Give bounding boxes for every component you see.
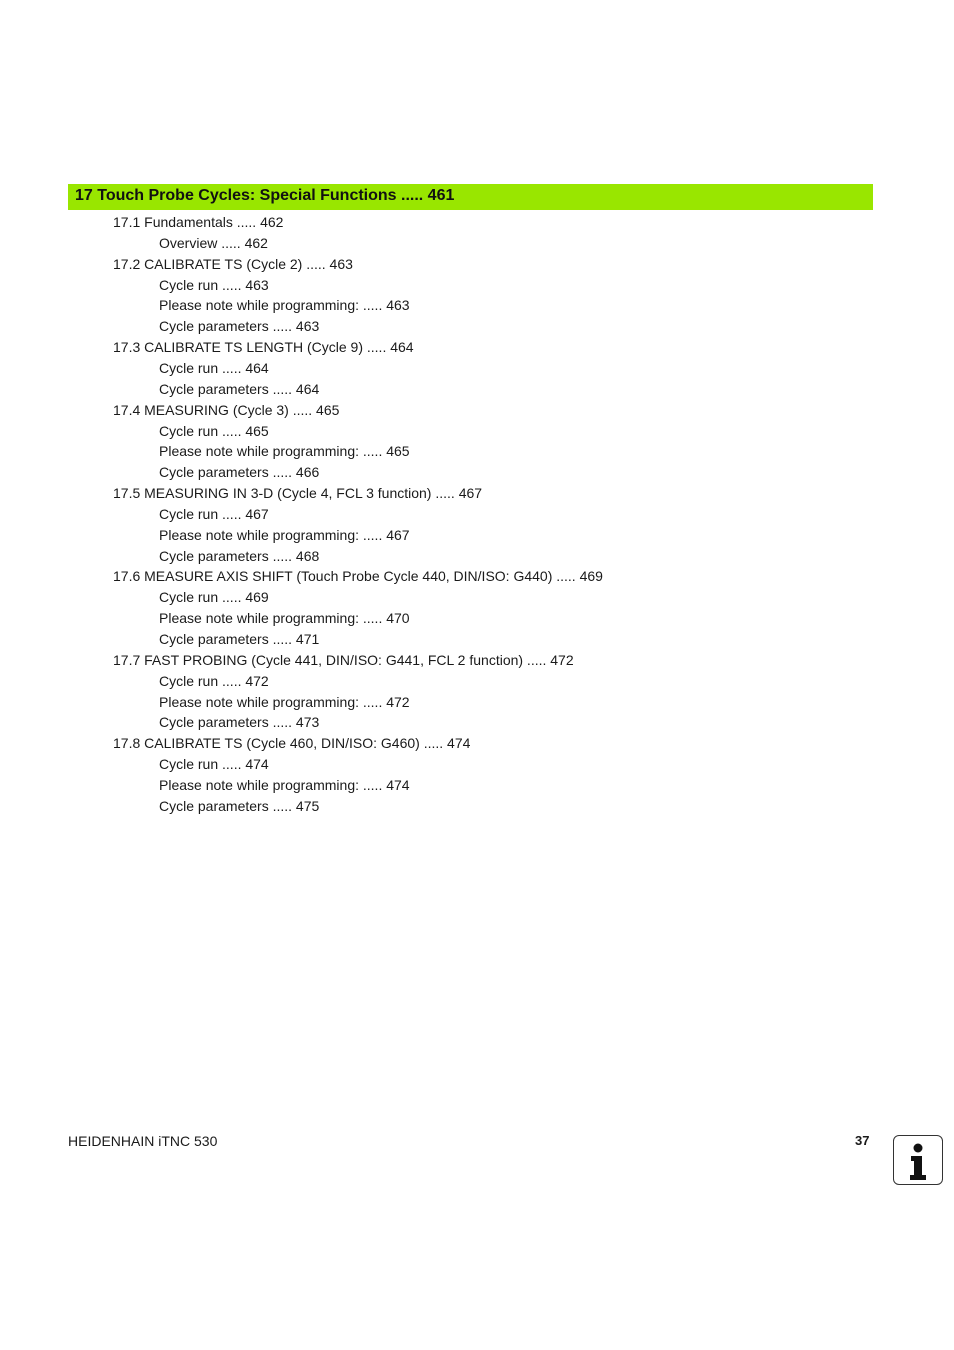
toc-subsection-entry[interactable]: Cycle run ..... 463 [159,277,269,293]
toc-subsection-entry[interactable]: Please note while programming: ..... 470 [159,610,410,626]
toc-subsection-entry[interactable]: Cycle parameters ..... 463 [159,318,320,334]
toc-subsection-entry[interactable]: Cycle parameters ..... 473 [159,714,320,730]
toc-section-entry[interactable]: 17.2 CALIBRATE TS (Cycle 2) ..... 463 [113,256,353,272]
info-icon [893,1135,943,1185]
toc-section-entry[interactable]: 17.7 FAST PROBING (Cycle 441, DIN/ISO: G441, FCL 2 function) ..... 472 [113,652,574,668]
toc-subsection-entry[interactable]: Cycle parameters ..... 475 [159,798,320,814]
toc-subsection-entry[interactable]: Please note while programming: ..... 467 [159,527,410,543]
toc-subsection-entry[interactable]: Overview ..... 462 [159,235,268,251]
chapter-heading-bar [68,184,873,210]
toc-subsection-entry[interactable]: Please note while programming: ..... 474 [159,777,410,793]
toc-section-entry[interactable]: 17.1 Fundamentals ..... 462 [113,214,284,230]
toc-section-entry[interactable]: 17.5 MEASURING IN 3-D (Cycle 4, FCL 3 function) ..... 467 [113,485,483,501]
footer-product-name: HEIDENHAIN iTNC 530 [68,1133,218,1149]
toc-section-entry[interactable]: 17.8 CALIBRATE TS (Cycle 460, DIN/ISO: G460) ..... 474 [113,735,471,751]
toc-subsection-entry[interactable]: Cycle run ..... 467 [159,506,269,522]
toc-subsection-entry[interactable]: Cycle parameters ..... 471 [159,631,320,647]
toc-subsection-entry[interactable]: Cycle parameters ..... 468 [159,548,320,564]
toc-subsection-entry[interactable]: Cycle parameters ..... 466 [159,464,320,480]
toc-subsection-entry[interactable]: Cycle run ..... 465 [159,423,269,439]
toc-subsection-entry[interactable]: Please note while programming: ..... 463 [159,297,410,313]
toc-subsection-entry[interactable]: Cycle run ..... 464 [159,360,269,376]
toc-section-entry[interactable]: 17.4 MEASURING (Cycle 3) ..... 465 [113,402,340,418]
toc-subsection-entry[interactable]: Cycle run ..... 472 [159,673,269,689]
toc-subsection-entry[interactable]: Please note while programming: ..... 472 [159,694,410,710]
chapter-title[interactable]: 17 Touch Probe Cycles: Special Functions ..... 461 [75,187,455,204]
toc-section-entry[interactable]: 17.6 MEASURE AXIS SHIFT (Touch Probe Cycle 440, DIN/ISO: G440) ..... 469 [113,568,603,584]
toc-subsection-entry[interactable]: Please note while programming: ..... 465 [159,443,410,459]
toc-subsection-entry[interactable]: Cycle run ..... 469 [159,589,269,605]
toc-subsection-entry[interactable]: Cycle parameters ..... 464 [159,381,320,397]
page-number: 37 [855,1133,870,1148]
toc-section-entry[interactable]: 17.3 CALIBRATE TS LENGTH (Cycle 9) ..... 464 [113,339,414,355]
toc-subsection-entry[interactable]: Cycle run ..... 474 [159,756,269,772]
